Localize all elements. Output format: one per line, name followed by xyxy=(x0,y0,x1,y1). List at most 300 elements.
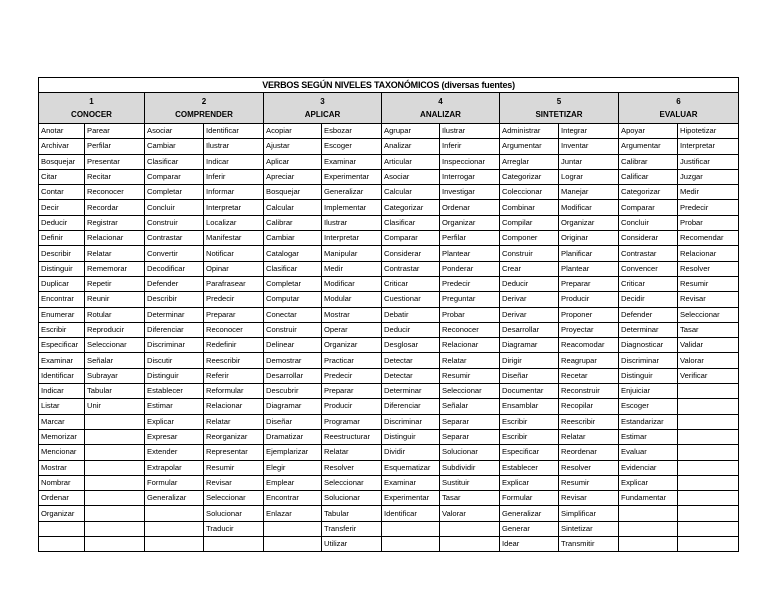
verb-cell: Indicar xyxy=(39,384,85,399)
verb-cell: Cambiar xyxy=(264,231,322,246)
verb-cell xyxy=(85,414,145,429)
verb-cell: Examinar xyxy=(322,154,382,169)
verb-cell: Traducir xyxy=(204,521,264,536)
verb-cell: Diferenciar xyxy=(382,399,440,414)
verb-cell: Tasar xyxy=(678,322,739,337)
verb-cell: Investigar xyxy=(440,185,500,200)
verb-cell: Solucionar xyxy=(204,506,264,521)
verb-cell: Ilustrar xyxy=(440,124,500,139)
verb-cell: Valorar xyxy=(440,506,500,521)
table-row xyxy=(39,506,739,521)
level-header-row xyxy=(39,93,739,124)
level-name: CONOCER xyxy=(71,110,112,119)
verb-cell xyxy=(678,429,739,444)
verb-cell: Interpretar xyxy=(322,231,382,246)
verb-cell: Identificar xyxy=(382,506,440,521)
verb-cell: Enumerar xyxy=(39,307,85,322)
verb-cell: Derivar xyxy=(500,307,559,322)
verb-cell: Determinar xyxy=(382,384,440,399)
verb-cell: Concluir xyxy=(619,215,678,230)
verb-cell xyxy=(85,429,145,444)
verb-cell xyxy=(145,521,204,536)
verb-cell xyxy=(382,537,440,552)
verb-cell: Separar xyxy=(440,429,500,444)
verb-cell: Estandarizar xyxy=(619,414,678,429)
verb-cell: Escribir xyxy=(500,414,559,429)
verb-cell: Cuestionar xyxy=(382,292,440,307)
verb-cell: Modificar xyxy=(322,276,382,291)
verb-cell: Construir xyxy=(500,246,559,261)
verb-cell: Debatir xyxy=(382,307,440,322)
verb-cell: Medir xyxy=(322,261,382,276)
verb-cell: Enjuiciar xyxy=(619,384,678,399)
verb-cell: Coleccionar xyxy=(500,185,559,200)
level-number: 3 xyxy=(320,97,325,106)
verb-cell: Sustituir xyxy=(440,475,500,490)
verb-cell: Distinguir xyxy=(39,261,85,276)
verb-cell: Describir xyxy=(145,292,204,307)
verb-cell: Relacionar xyxy=(440,338,500,353)
verb-cell: Calibrar xyxy=(619,154,678,169)
verb-cell: Completar xyxy=(145,185,204,200)
verb-cell: Resolver xyxy=(678,261,739,276)
verb-cell: Relatar xyxy=(204,414,264,429)
verb-cell: Reconocer xyxy=(85,185,145,200)
verb-cell: Inferir xyxy=(204,169,264,184)
verb-cell: Fundamentar xyxy=(619,491,678,506)
verb-cell: Derivar xyxy=(500,292,559,307)
verb-cell: Mencionar xyxy=(39,445,85,460)
level-name: EVALUAR xyxy=(659,110,698,119)
verb-cell: Escoger xyxy=(322,139,382,154)
verb-cell: Crear xyxy=(500,261,559,276)
verb-cell: Transferir xyxy=(322,521,382,536)
verb-cell: Administrar xyxy=(500,124,559,139)
verb-cell: Explicar xyxy=(500,475,559,490)
verb-cell: Diagnosticar xyxy=(619,338,678,353)
verb-cell: Decir xyxy=(39,200,85,215)
verb-cell: Dirigir xyxy=(500,353,559,368)
verb-cell: Parear xyxy=(85,124,145,139)
verb-cell: Plantear xyxy=(559,261,619,276)
verb-cell: Valorar xyxy=(678,353,739,368)
verb-cell: Justificar xyxy=(678,154,739,169)
verb-cell: Diagramar xyxy=(500,338,559,353)
level-header-2 xyxy=(145,93,264,124)
table-row xyxy=(39,537,739,552)
verb-cell: Parafrasear xyxy=(204,276,264,291)
table-row xyxy=(39,368,739,383)
table-row xyxy=(39,322,739,337)
verb-cell: Memorizar xyxy=(39,429,85,444)
verb-cell: Discriminar xyxy=(382,414,440,429)
verb-cell: Expresar xyxy=(145,429,204,444)
table-row xyxy=(39,475,739,490)
verb-cell: Encontrar xyxy=(39,292,85,307)
verb-cell: Escribir xyxy=(39,322,85,337)
verb-cell xyxy=(264,521,322,536)
verb-cell: Catalogar xyxy=(264,246,322,261)
verb-cell: Predecir xyxy=(204,292,264,307)
verb-cell: Documentar xyxy=(500,384,559,399)
verb-cell: Organizar xyxy=(559,215,619,230)
verb-cell: Ensamblar xyxy=(500,399,559,414)
verb-cell xyxy=(85,475,145,490)
level-number: 6 xyxy=(676,97,681,106)
verb-cell: Reproducir xyxy=(85,322,145,337)
verb-cell: Referir xyxy=(204,368,264,383)
verb-cell: Diseñar xyxy=(500,368,559,383)
verb-cell: Representar xyxy=(204,445,264,460)
verb-cell: Cambiar xyxy=(145,139,204,154)
verb-cell: Notificar xyxy=(204,246,264,261)
verb-cell: Indicar xyxy=(204,154,264,169)
verb-cell: Explicar xyxy=(145,414,204,429)
verb-cell xyxy=(619,521,678,536)
verb-cell: Determinar xyxy=(145,307,204,322)
verb-cell: Evaluar xyxy=(619,445,678,460)
verb-cell: Preparar xyxy=(204,307,264,322)
table-row xyxy=(39,307,739,322)
verb-cell: Examinar xyxy=(39,353,85,368)
verb-cell: Manifestar xyxy=(204,231,264,246)
verb-cell: Determinar xyxy=(619,322,678,337)
level-number: 5 xyxy=(556,97,562,106)
verb-cell xyxy=(678,460,739,475)
verb-cell: Diagramar xyxy=(264,399,322,414)
verb-cell: Redefinir xyxy=(204,338,264,353)
verb-cell: Identificar xyxy=(204,124,264,139)
verb-cell: Presentar xyxy=(85,154,145,169)
verb-cell: Marcar xyxy=(39,414,85,429)
verb-cell xyxy=(85,521,145,536)
verb-cell: Considerar xyxy=(619,231,678,246)
verb-cell: Mostrar xyxy=(322,307,382,322)
verb-cell: Bosquejar xyxy=(264,185,322,200)
verb-cell: Contrastar xyxy=(382,261,440,276)
verb-cell xyxy=(678,537,739,552)
verb-cell xyxy=(39,537,85,552)
verb-cell xyxy=(85,491,145,506)
level-header-1 xyxy=(39,93,145,124)
verb-cell: Especificar xyxy=(500,445,559,460)
verb-cell: Deducir xyxy=(39,215,85,230)
verb-cell: Planificar xyxy=(559,246,619,261)
verb-cell: Simplificar xyxy=(559,506,619,521)
verb-cell: Producir xyxy=(322,399,382,414)
verb-cell: Generar xyxy=(500,521,559,536)
verb-cell: Separar xyxy=(440,414,500,429)
verb-cell: Generalizar xyxy=(145,491,204,506)
table-row xyxy=(39,200,739,215)
verb-cell: Resumir xyxy=(678,276,739,291)
verb-cell: Criticar xyxy=(382,276,440,291)
table-row xyxy=(39,414,739,429)
verb-cell: Ordenar xyxy=(39,491,85,506)
verb-cell: Integrar xyxy=(559,124,619,139)
table-row xyxy=(39,246,739,261)
verb-cell: Calibrar xyxy=(264,215,322,230)
verb-cell: Predecir xyxy=(440,276,500,291)
table-title: VERBOS SEGÚN NIVELES TAXONÓMICOS (diversas fuentes) xyxy=(39,78,739,93)
verb-cell: Analizar xyxy=(382,139,440,154)
verb-cell: Tasar xyxy=(440,491,500,506)
verb-cell: Agrupar xyxy=(382,124,440,139)
verb-cell: Interrogar xyxy=(440,169,500,184)
verb-cell: Utilizar xyxy=(322,537,382,552)
level-number: 2 xyxy=(201,97,207,106)
verb-cell: Juntar xyxy=(559,154,619,169)
table-row xyxy=(39,276,739,291)
verb-cell: Transmitir xyxy=(559,537,619,552)
verb-cell: Implementar xyxy=(322,200,382,215)
verb-cell: Discriminar xyxy=(145,338,204,353)
verb-cell: Mostrar xyxy=(39,460,85,475)
verb-cell: Señalar xyxy=(440,399,500,414)
verb-cell: Relacionar xyxy=(678,246,739,261)
verb-cell: Citar xyxy=(39,169,85,184)
verb-cell: Verificar xyxy=(678,368,739,383)
verb-cell: Opinar xyxy=(204,261,264,276)
verb-cell: Reorganizar xyxy=(204,429,264,444)
table-row xyxy=(39,261,739,276)
verb-cell: Esquematizar xyxy=(382,460,440,475)
verb-cell: Combinar xyxy=(500,200,559,215)
verb-cell: Manejar xyxy=(559,185,619,200)
verb-cell xyxy=(678,506,739,521)
level-name: COMPRENDER xyxy=(175,110,233,119)
verb-cell: Dividir xyxy=(382,445,440,460)
verb-cell: Reunir xyxy=(85,292,145,307)
verb-cell: Explicar xyxy=(619,475,678,490)
verb-cell: Organizar xyxy=(39,506,85,521)
verb-cell: Asociar xyxy=(382,169,440,184)
verb-cell: Recetar xyxy=(559,368,619,383)
verb-cell: Practicar xyxy=(322,353,382,368)
verb-cell: Arreglar xyxy=(500,154,559,169)
table-row xyxy=(39,460,739,475)
table-row xyxy=(39,521,739,536)
verb-cell: Calcular xyxy=(382,185,440,200)
verb-cell: Probar xyxy=(440,307,500,322)
verb-cell: Programar xyxy=(322,414,382,429)
verb-cell: Reformular xyxy=(204,384,264,399)
verb-cell: Solucionar xyxy=(440,445,500,460)
verb-cell: Establecer xyxy=(500,460,559,475)
verb-cell: Preguntar xyxy=(440,292,500,307)
verb-cell: Solucionar xyxy=(322,491,382,506)
verb-cell: Recomendar xyxy=(678,231,739,246)
verb-cell: Predecir xyxy=(678,200,739,215)
verb-cell: Distinguir xyxy=(145,368,204,383)
verb-cell: Esbozar xyxy=(322,124,382,139)
verb-cell: Clasificar xyxy=(382,215,440,230)
verb-cell: Identificar xyxy=(39,368,85,383)
verb-cell xyxy=(145,537,204,552)
verb-cell: Convencer xyxy=(619,261,678,276)
verb-cell: Comparar xyxy=(145,169,204,184)
verb-cell: Discriminar xyxy=(619,353,678,368)
verb-cell: Defender xyxy=(145,276,204,291)
verb-cell: Organizar xyxy=(440,215,500,230)
verb-cell: Experimentar xyxy=(382,491,440,506)
verb-cell: Categorizar xyxy=(619,185,678,200)
verb-cell: Describir xyxy=(39,246,85,261)
verb-cell xyxy=(678,384,739,399)
verb-cell: Contrastar xyxy=(619,246,678,261)
verb-cell: Acopiar xyxy=(264,124,322,139)
verb-cell: Extrapolar xyxy=(145,460,204,475)
verb-cell: Apreciar xyxy=(264,169,322,184)
verb-cell: Desarrollar xyxy=(264,368,322,383)
verb-cell xyxy=(619,537,678,552)
verb-cell: Relatar xyxy=(559,429,619,444)
level-header-5 xyxy=(500,93,619,124)
verb-cell: Dramatizar xyxy=(264,429,322,444)
verb-cell: Resumir xyxy=(440,368,500,383)
taxonomy-verbs-table xyxy=(38,77,739,552)
verb-cell: Reconocer xyxy=(204,322,264,337)
verb-cell: Computar xyxy=(264,292,322,307)
verb-cell: Comparar xyxy=(619,200,678,215)
verb-cell: Reordenar xyxy=(559,445,619,460)
verb-cell: Relatar xyxy=(322,445,382,460)
verb-cell: Formular xyxy=(145,475,204,490)
verb-cell: Seleccionar xyxy=(204,491,264,506)
verb-cell: Revisar xyxy=(559,491,619,506)
verb-cell: Completar xyxy=(264,276,322,291)
verb-cell: Ejemplarizar xyxy=(264,445,322,460)
verb-cell: Manipular xyxy=(322,246,382,261)
verb-cell: Anotar xyxy=(39,124,85,139)
verb-cell: Tabular xyxy=(322,506,382,521)
table-row xyxy=(39,384,739,399)
verb-cell: Criticar xyxy=(619,276,678,291)
verb-cell: Experimentar xyxy=(322,169,382,184)
verb-cell: Reescribir xyxy=(204,353,264,368)
verb-cell: Contar xyxy=(39,185,85,200)
verb-cell: Ilustrar xyxy=(322,215,382,230)
verb-cell: Subdividir xyxy=(440,460,500,475)
verb-cell: Señalar xyxy=(85,353,145,368)
level-name: ANALIZAR xyxy=(420,110,461,119)
verb-cell: Resumir xyxy=(204,460,264,475)
verb-cell: Reagrupar xyxy=(559,353,619,368)
table-row xyxy=(39,154,739,169)
verb-cell: Articular xyxy=(382,154,440,169)
verb-cell: Escribir xyxy=(500,429,559,444)
table-row xyxy=(39,185,739,200)
verb-cell: Idear xyxy=(500,537,559,552)
table-row xyxy=(39,429,739,444)
verb-cell: Construir xyxy=(264,322,322,337)
verb-cell: Categorizar xyxy=(500,169,559,184)
verb-cell: Escoger xyxy=(619,399,678,414)
verb-cell xyxy=(85,445,145,460)
verb-cell: Estimar xyxy=(145,399,204,414)
verb-cell xyxy=(678,491,739,506)
verb-cell: Validar xyxy=(678,338,739,353)
verb-cell: Listar xyxy=(39,399,85,414)
level-name: SINTETIZAR xyxy=(535,110,583,119)
verb-cell: Diferenciar xyxy=(145,322,204,337)
table-row xyxy=(39,231,739,246)
verb-cell: Categorizar xyxy=(382,200,440,215)
verb-cell xyxy=(85,506,145,521)
verb-cell xyxy=(440,537,500,552)
verb-cell: Resumir xyxy=(559,475,619,490)
verb-cell: Evidenciar xyxy=(619,460,678,475)
verb-cell: Sintetizar xyxy=(559,521,619,536)
verb-cell: Componer xyxy=(500,231,559,246)
verb-cell: Generalizar xyxy=(500,506,559,521)
verb-cell: Relacionar xyxy=(85,231,145,246)
verb-cell: Definir xyxy=(39,231,85,246)
verb-cell: Rememorar xyxy=(85,261,145,276)
verb-cell: Bosquejar xyxy=(39,154,85,169)
verb-cell xyxy=(145,506,204,521)
verb-cell xyxy=(678,445,739,460)
verb-cell: Descubrir xyxy=(264,384,322,399)
level-header-3 xyxy=(264,93,382,124)
verb-cell: Clasificar xyxy=(264,261,322,276)
verb-cell: Revisar xyxy=(678,292,739,307)
verb-cell: Clasificar xyxy=(145,154,204,169)
verb-cell: Convertir xyxy=(145,246,204,261)
verb-cell: Organizar xyxy=(322,338,382,353)
level-number: 1 xyxy=(89,97,94,106)
verb-cell: Seleccionar xyxy=(322,475,382,490)
verb-cell: Recordar xyxy=(85,200,145,215)
table-row xyxy=(39,338,739,353)
verb-cell: Deducir xyxy=(382,322,440,337)
verb-cell: Preparar xyxy=(559,276,619,291)
verb-cell: Establecer xyxy=(145,384,204,399)
verb-cell: Relacionar xyxy=(204,399,264,414)
verb-cell xyxy=(678,399,739,414)
verb-cell: Elegir xyxy=(264,460,322,475)
verb-cell xyxy=(85,460,145,475)
table-row xyxy=(39,491,739,506)
verb-cell: Operar xyxy=(322,322,382,337)
verb-cell: Detectar xyxy=(382,353,440,368)
verb-cell: Deducir xyxy=(500,276,559,291)
table-row xyxy=(39,353,739,368)
verb-cell: Informar xyxy=(204,185,264,200)
verb-cell: Diseñar xyxy=(264,414,322,429)
verb-cell: Seleccionar xyxy=(440,384,500,399)
verb-cell: Revisar xyxy=(204,475,264,490)
table-row xyxy=(39,139,739,154)
verb-cell: Especificar xyxy=(39,338,85,353)
verb-cell: Inspeccionar xyxy=(440,154,500,169)
verb-cell: Originar xyxy=(559,231,619,246)
verbs-table-body xyxy=(39,124,739,552)
verb-cell: Reescribir xyxy=(559,414,619,429)
verb-cell: Ajustar xyxy=(264,139,322,154)
verb-cell: Demostrar xyxy=(264,353,322,368)
verb-cell: Registrar xyxy=(85,215,145,230)
verb-cell: Ponderar xyxy=(440,261,500,276)
verb-cell: Delinear xyxy=(264,338,322,353)
verb-cell xyxy=(440,521,500,536)
verb-cell: Compilar xyxy=(500,215,559,230)
table-row xyxy=(39,445,739,460)
verb-cell: Formular xyxy=(500,491,559,506)
verb-cell: Ilustrar xyxy=(204,139,264,154)
verb-cell: Encontrar xyxy=(264,491,322,506)
verb-cell: Duplicar xyxy=(39,276,85,291)
